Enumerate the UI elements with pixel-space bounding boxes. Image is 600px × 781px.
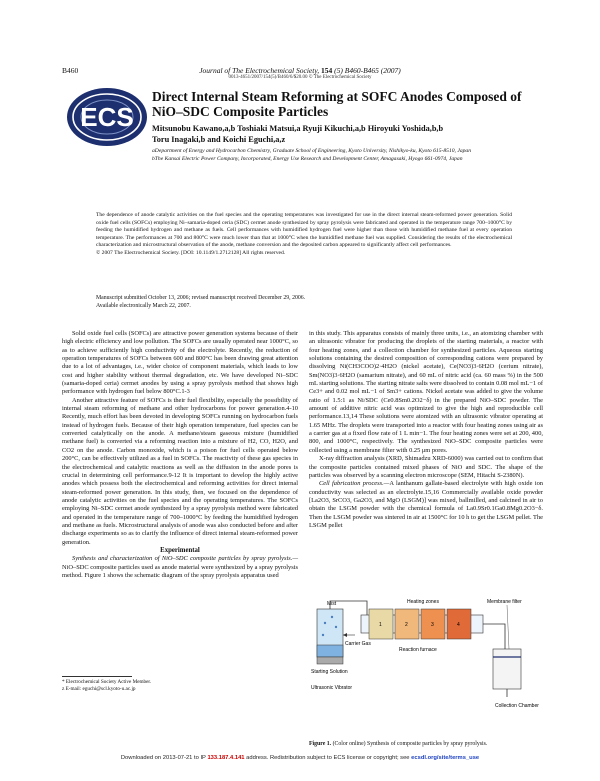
journal-issue-pages: (5) B460-B465 (2007)	[334, 66, 401, 75]
figure-spray-pyrolysis	[309, 595, 544, 737]
copyright-doi: © 2007 The Electrochemical Society. [DOI: 10.1149/1.2712128] All rights reserved.	[96, 249, 286, 256]
doi-line: 0013-4651/2007/154(5)/B460/6/$20.00 © The Electrochemical Society	[228, 75, 372, 80]
label-membrane-filter: Membrane filter	[487, 599, 522, 605]
figure-caption	[309, 741, 544, 747]
label-heating-zones: Heating zones	[407, 599, 439, 605]
right-column	[309, 330, 543, 530]
body-paragraph: X-ray diffraction analysis (XRD, Shimadzu XRD-6000) was carried out to confirm that the composite particles contained mixed phases of NiO and SDC. The shape of the particles was observed by a scanning electron microscope (SEM, Hitachi S-2380N).	[309, 455, 543, 479]
label-reaction-furnace: Reaction furnace	[399, 647, 437, 653]
section-heading-experimental: Experimental	[160, 546, 200, 554]
affiliations	[152, 148, 552, 163]
subsection-text: A lanthanum gallate-based electrolyte with high oxide ion conductivity was selected as an electrolyte.15,16 Commercially available oxide powder [La2O3, SrCO3, Ga2O3, and MgO (LSGM)] was mixed, ballmilled, and calcined in air to obtain the LSGM powder with the chemical formula of La0.9Sr0.1Ga0.8Mg0.2O3−δ. Then the LSGM powder was sintered in air at 1500°C for 10 h to get the LSGM pellet. The LSGM pellet	[309, 480, 543, 529]
page-number: B460	[62, 66, 79, 75]
terms-link[interactable]: ecsdl.org/site/terms_use	[411, 755, 480, 761]
footnotes	[62, 679, 298, 693]
figure-caption-label: Figure 1.	[309, 741, 332, 747]
label-ultrasonic-vibrator: Ultrasonic Vibrator	[311, 685, 353, 691]
body-paragraph: Solid oxide fuel cells (SOFCs) are attractive power generation systems because of their high electric efficiency and low pollution. The SOFCs are usually operated near 1000°C, so as to achieve sufficiently high conductivity of the electrolyte. Recently, the reduction of operation temperatures of SOFCs between 600 and 800°C has been drawing great attention due to a lot of advantages, i.e., wider choice of component materials, which leads to low cost and higher stability without thermal degradation, etc. We have developed Ni–SDC (samaria-doped ceria) cermet anodes by using a spray pyrolysis method that shows high performance with hydrogen fuel below 800°C.1-3	[62, 330, 298, 396]
download-notice	[0, 755, 600, 761]
download-ip: 133.187.4.141	[207, 755, 245, 761]
footnote: z E-mail: eguchi@scl.kyoto-u.ac.jp	[62, 686, 136, 692]
body-paragraph: Another attractive feature of SOFCs is their fuel flexibility, especially the possibility of internal steam reforming of methane and other hydrocarbons for power generation.4-10 Recently, much effort has been devoted in developing SOFCs running on hydrocarbon fuels instead of hydrogen fuels. Because of their high operation temperature, fuel species can be converted catalytically on the anode. A methane/steam gaseous mixture (humidified methane fuel) is converted via a reforming reaction into a mixture of H2, CO, H2O, and CO2 on the anode. Carbon monoxide, which is a poison for fuel cells operated below 200°C, can be effectively utilized as a fuel in SOFCs. The reactivity of these gas species in the electrochemical and catalytic reactions as well as the diffusion in the anode pores is crucial in determining cell performance.9-12 It is important to develop the highly active anodes which possess both the electrochemical and reforming activities for direct internal steam-reformed power generation. In this study, then, we focused on the dependence of anode catalytic activities on the fuel species and the operating temperatures. The SOFCs employing Ni–SDC cermet anode synthesized by a spray pyrolysis method were fabricated and operated in the temperature range of 700–1000°C by feeding the humidified hydrogen and methane as fuels. Microstructural analysis of anode was also conducted before and after discharge experiments so as to clarify the influence of direct internal steam-reformed power generation.	[62, 396, 298, 546]
left-column	[62, 330, 298, 580]
abstract	[96, 212, 512, 258]
manuscript-dates	[96, 295, 512, 310]
submission-date: Manuscript submitted October 13, 2006; revised manuscript received December 29, 2006.	[96, 295, 306, 301]
journal-citation	[0, 66, 600, 75]
figure-caption-text: (Color online) Synthesis of composite particles by spray pyrolysis.	[332, 741, 488, 747]
author-list	[152, 124, 552, 145]
label-carrier-gas: Carrier Gas	[345, 641, 371, 647]
affiliation: bThe Kansai Electric Power Company, Incorporated, Energy Use Research and Development Center, Amagasaki, Hyogo 661-0974, Japan	[152, 155, 463, 162]
label-collection-chamber: Collection Chamber	[495, 703, 539, 709]
body-paragraph: in this study. This apparatus consists of mainly three units, i.e., an atomizing chamber with an ultrasonic vibrator for producing the droplets of the starting materials, a reactor with four heating zones, and a collection chamber for synthesized particles. Aqueous starting solutions containing the desired composition of corresponding cations were prepared by dissolving Ni(CH3COO)2·4H2O (nickel acetate), Ce(NO3)3·6H2O (cerium nitrate), Sm(NO3)3·6H2O (samarium nitrate), and 60 mL of nitric acid (ca. 60 mass %) in the 500 mL starting solutions. The starting nitrate salts were dissolved to contain 0.08 mol mL−1 of Ce3+ and 0.02 mol mL−1 of Sm3+ cations. Nickel acetate was added to give the volume ratio of 1.5:1 as Ni/SDC (Ce0.8Sm0.2O2−δ) in the prepared NiO–SDC powder. The amount of additive nitric acid was optimized to give the high and reproducible cell performance.13,14 These solutions were atomized with an ultrasonic vibrator operating at 1.65 MHz. The droplets were transported into a reactor with four heating zones using air as a carrier gas at a fixed flow rate of 1 L min−1. The four heating zones were set at 200, 400, 800, and 1000°C, respectively. The synthesized NiO–SDC composite particles were collected using a membrane filter with 0.25 μm pores.	[309, 330, 543, 454]
download-prefix: Downloaded on 2013-07-21 to IP	[120, 755, 206, 761]
journal-volume: 154	[321, 66, 333, 75]
collection-chamber	[493, 649, 521, 689]
footnote: * Electrochemical Society Active Member.	[62, 679, 152, 685]
zone-number: 2	[405, 622, 408, 628]
zone-number: 1	[379, 622, 382, 628]
body-paragraph	[309, 480, 543, 530]
author-line: Mitsunobu Kawano,a,b Toshiaki Matsui,a Ryuji Kikuchi,a,b Hiroyuki Yoshida,b,b	[152, 124, 444, 133]
zone-number: 3	[431, 622, 434, 628]
subsection-lead: Synthesis and characterization of NiO–SDC composite particles by spray pyrolysis.—	[72, 555, 298, 563]
label-starting-solution: Starting Solution	[311, 669, 348, 675]
available-date: Available electronically March 22, 2007.	[96, 302, 191, 309]
paper-title: Direct Internal Steam Reforming at SOFC Anodes Composed of NiO–SDC Composite Particles	[152, 89, 522, 119]
ecs-logo	[65, 86, 149, 148]
zone-number: 4	[457, 622, 460, 628]
logo-text: ECS	[80, 102, 134, 132]
ultrasonic-plate	[317, 657, 343, 664]
solution-level	[317, 645, 343, 657]
label-mist: Mist	[327, 601, 337, 607]
footnote-divider	[62, 676, 132, 677]
abstract-text: The dependence of anode catalytic activities on the fuel species and the operating temperatures was investigated for use in the direct internal steam-reformed power generation. Solid oxide fuel cells (SOFCs) employing Ni–samaria-doped ceria (SDC) cermet anode synthesized by spray pyrolysis were fabricated and operated in the temperature range 700–1000°C by feeding the humidified hydrogen and methane as fuels. Cell performances with humidified hydrogen fuel were higher than those with humidified methane fuel at every operation temperature. The performances at 700 and 800°C were much lower than that at 1000°C when the humidified methane fuel was supplied. Considering the results of the electrochemical characterization and microstructural observation of the anode, methane conversion and the deposited carbon appeared to significantly affect cell performances.	[96, 212, 512, 249]
subsection-text: NiO–SDC composite particles used as anode material were synthesized by a spray pyrolysis method. Figure 1 shows the schematic diagram of the spray pyrolysis apparatus used	[62, 563, 298, 579]
journal-name: Journal of The Electrochemical Society,	[199, 66, 320, 75]
download-middle: address. Redistribution subject to ECS license or copyright; see	[246, 755, 410, 761]
subsection-lead: Cell fabrication process.—	[319, 480, 390, 488]
body-paragraph	[62, 555, 298, 580]
affiliation: aDepartment of Energy and Hydrocarbon Chemistry, Graduate School of Engineering, Kyoto University, Nishikyo-ku, Kyoto 615-8510, Japan	[152, 148, 472, 154]
author-line: Toru Inagaki,b and Koichi Eguchi,a,z	[152, 134, 286, 144]
